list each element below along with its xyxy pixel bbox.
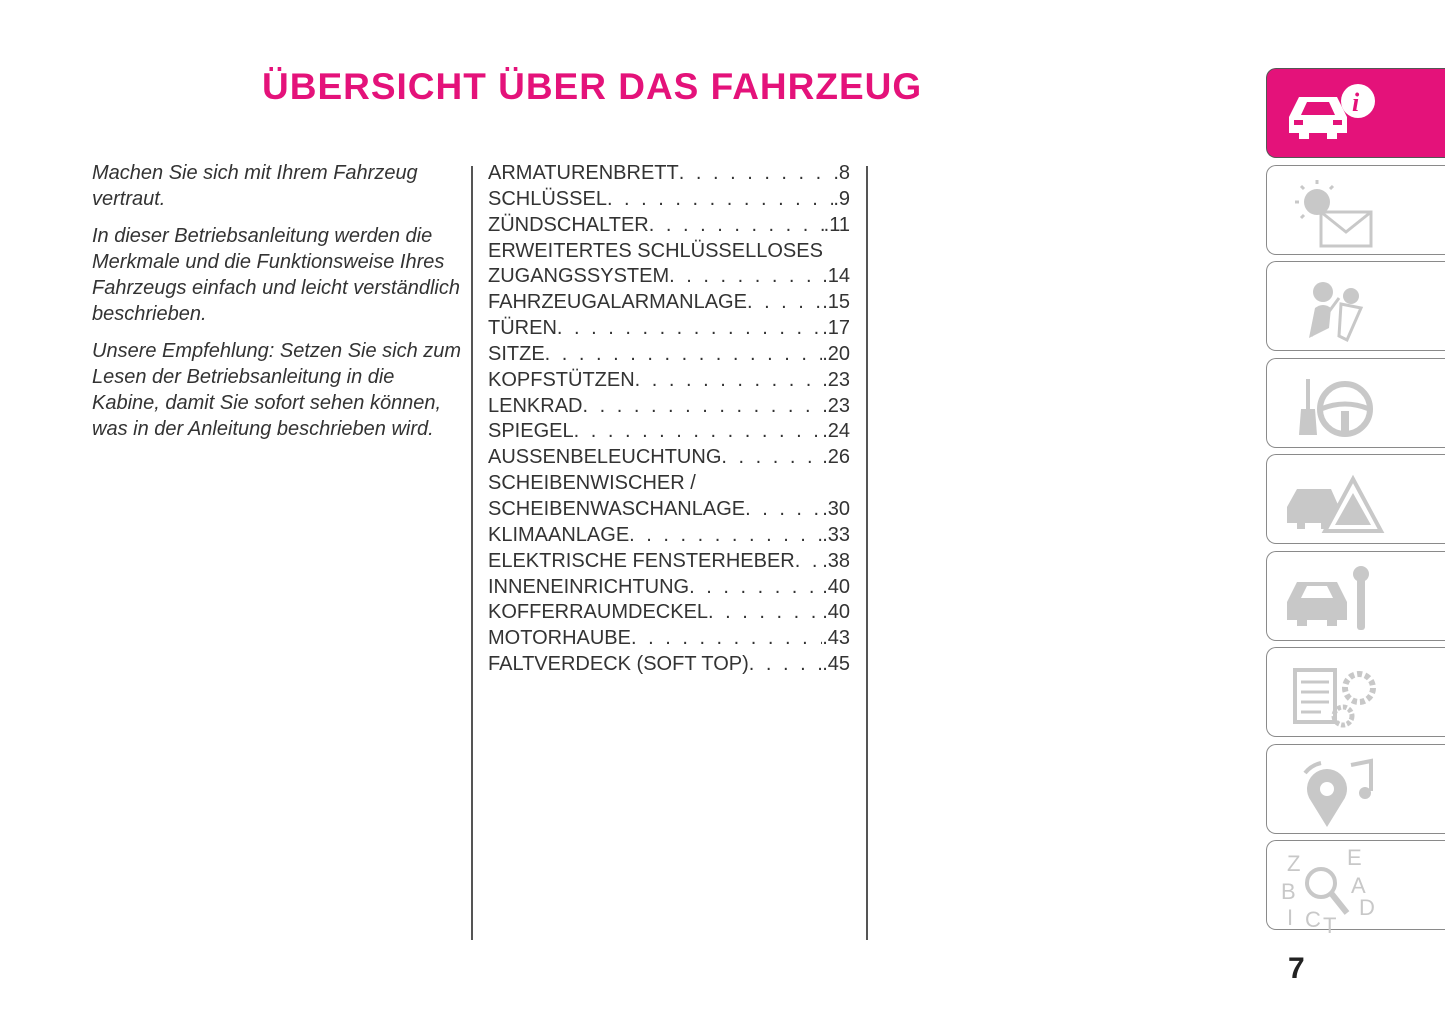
toc-entry[interactable]	[488, 239, 850, 265]
toc-label: SCHEIBENWASCHANLAGE	[488, 497, 746, 520]
toc-page-number: .40	[822, 575, 850, 598]
toc-label: FALTVERDECK (SOFT TOP)	[488, 653, 749, 676]
index-letter: B	[1281, 879, 1296, 904]
index-letter: E	[1347, 847, 1362, 870]
intro-paragraph: Unsere Empfehlung: Setzen Sie sich zum Lesen der Betriebsanleitung in die Kabine, damit Sie sofort sehen können, was in der Anleitung beschrieben wird.	[92, 340, 462, 440]
toc-leader-dots	[557, 316, 822, 342]
toc-page-number: .45	[822, 653, 850, 676]
toc-page-number: .23	[822, 394, 850, 417]
toc-label: SCHLÜSSEL	[488, 187, 607, 210]
toc-entry[interactable]	[488, 368, 850, 394]
index-letter: A	[1351, 873, 1366, 898]
toc-label: ZUGANGSSYSTEM	[488, 265, 670, 288]
car-info-icon	[1281, 75, 1401, 153]
toc-label: FAHRZEUGALARMANLAGE	[488, 291, 747, 314]
tab-starting-driving[interactable]	[1266, 358, 1445, 448]
toc-page-number: .14	[822, 265, 850, 288]
toc-label: SITZE	[488, 342, 545, 365]
toc-label: AUSSENBELEUCHTUNG	[488, 446, 722, 469]
technical-data-icon	[1281, 654, 1401, 732]
tab-technical-data[interactable]	[1266, 647, 1445, 737]
index-letter: I	[1287, 905, 1294, 930]
toc-page-number: .11	[823, 213, 850, 236]
toc-entry[interactable]	[488, 213, 850, 239]
toc-leader-dots	[689, 575, 822, 601]
toc-label: KOFFERRAUMDECKEL	[488, 601, 709, 624]
toc-entry[interactable]	[488, 497, 850, 523]
page-title: ÜBERSICHT ÜBER DAS FAHRZEUG	[262, 66, 923, 107]
toc-page-number: .30	[822, 497, 850, 520]
index-letter: Z	[1287, 851, 1301, 876]
toc-label: INNENEINRICHTUNG	[488, 575, 690, 598]
index-letter: D	[1359, 895, 1375, 920]
toc-leader-dots	[607, 187, 833, 213]
tab-index[interactable]	[1266, 840, 1445, 937]
toc-entry[interactable]	[488, 161, 850, 187]
warning-lights-message-icon	[1281, 172, 1401, 250]
toc-page-number: .33	[822, 523, 850, 546]
toc-entry[interactable]	[488, 575, 850, 601]
toc-entry[interactable]	[488, 394, 850, 420]
multimedia-icon	[1281, 751, 1401, 829]
toc-leader-dots	[795, 549, 822, 575]
toc-entry[interactable]	[488, 600, 850, 626]
tab-vehicle-overview[interactable]	[1266, 68, 1445, 158]
toc-label: KLIMAANLAGE	[488, 523, 630, 546]
toc-entry[interactable]	[488, 419, 850, 445]
index-letter: T	[1323, 913, 1337, 937]
toc-leader-dots	[708, 600, 822, 626]
chapter-tabs	[1266, 0, 1445, 1019]
toc-entry[interactable]	[488, 523, 850, 549]
toc-label: ZÜNDSCHALTER	[488, 213, 649, 236]
toc-leader-dots	[631, 626, 822, 652]
toc-entry[interactable]	[488, 264, 850, 290]
toc-entry[interactable]	[488, 652, 850, 678]
toc-page-number: .17	[822, 317, 850, 340]
page-number: 7	[1288, 952, 1305, 985]
toc-entry[interactable]	[488, 626, 850, 652]
intro-text	[92, 160, 462, 453]
toc-page-number: .43	[822, 627, 850, 650]
toc-label: MOTORHAUBE	[488, 627, 631, 650]
tab-warning-lights[interactable]	[1266, 165, 1445, 255]
toc-label: ERWEITERTES SCHLÜSSELLOSES	[488, 239, 823, 262]
toc-entry[interactable]	[488, 342, 850, 368]
toc-page-number: .24	[822, 420, 850, 443]
toc-entry[interactable]	[488, 445, 850, 471]
toc-entry[interactable]	[488, 471, 850, 497]
tab-maintenance[interactable]	[1266, 551, 1445, 641]
toc-page-number: .20	[822, 342, 850, 365]
toc-leader-dots	[574, 419, 823, 445]
toc-label: TÜREN	[488, 317, 557, 340]
column-divider	[471, 166, 473, 940]
toc-label: KOPFSTÜTZEN	[488, 368, 635, 391]
toc-leader-dots	[747, 290, 822, 316]
toc-entry[interactable]	[488, 290, 850, 316]
toc-entry[interactable]	[488, 187, 850, 213]
table-of-contents	[488, 161, 850, 678]
toc-label: LENKRAD	[488, 394, 583, 417]
airbag-safety-icon	[1281, 268, 1401, 346]
toc-label: ELEKTRISCHE FENSTERHEBER	[488, 549, 795, 572]
toc-page-number: .38	[822, 549, 850, 572]
key-steering-wheel-icon	[1281, 365, 1401, 443]
index-letter: C	[1305, 907, 1321, 932]
toc-page-number: .40	[822, 601, 850, 624]
toc-label: ARMATURENBRETT	[488, 162, 679, 184]
tab-emergency[interactable]	[1266, 454, 1445, 544]
toc-leader-dots	[721, 445, 822, 471]
toc-page-number: .23	[822, 368, 850, 391]
intro-paragraph: Machen Sie sich mit Ihrem Fahrzeug vertraut.	[92, 162, 418, 210]
intro-paragraph: In dieser Betriebsanleitung werden die Merkmale und die Funktionsweise Ihres Fahrzeugs einfach und leicht verständlich beschrieben.	[92, 225, 460, 325]
toc-entry[interactable]	[488, 549, 850, 575]
toc-entry[interactable]	[488, 316, 850, 342]
toc-label: SPIEGEL	[488, 420, 574, 443]
toc-label: SCHEIBENWISCHER /	[488, 472, 696, 495]
svg-text:i: i	[1352, 88, 1360, 117]
toc-leader-dots	[745, 497, 822, 523]
column-divider	[866, 166, 868, 940]
tab-multimedia[interactable]	[1266, 744, 1445, 834]
toc-leader-dots	[582, 394, 822, 420]
toc-leader-dots	[679, 161, 834, 187]
toc-page-number: .15	[822, 291, 850, 314]
car-emergency-icon	[1281, 461, 1401, 539]
alphabetical-index-icon	[1281, 847, 1401, 937]
tab-safety[interactable]	[1266, 261, 1445, 351]
toc-leader-dots	[635, 368, 823, 394]
car-maintenance-icon	[1281, 558, 1401, 636]
toc-leader-dots	[649, 213, 824, 239]
toc-leader-dots	[749, 652, 822, 678]
toc-leader-dots	[669, 264, 822, 290]
toc-leader-dots	[545, 342, 823, 368]
toc-page-number: .26	[822, 446, 850, 469]
toc-leader-dots	[629, 523, 822, 549]
toc-page-number: .9	[833, 187, 850, 210]
toc-page-number: .8	[833, 162, 850, 184]
